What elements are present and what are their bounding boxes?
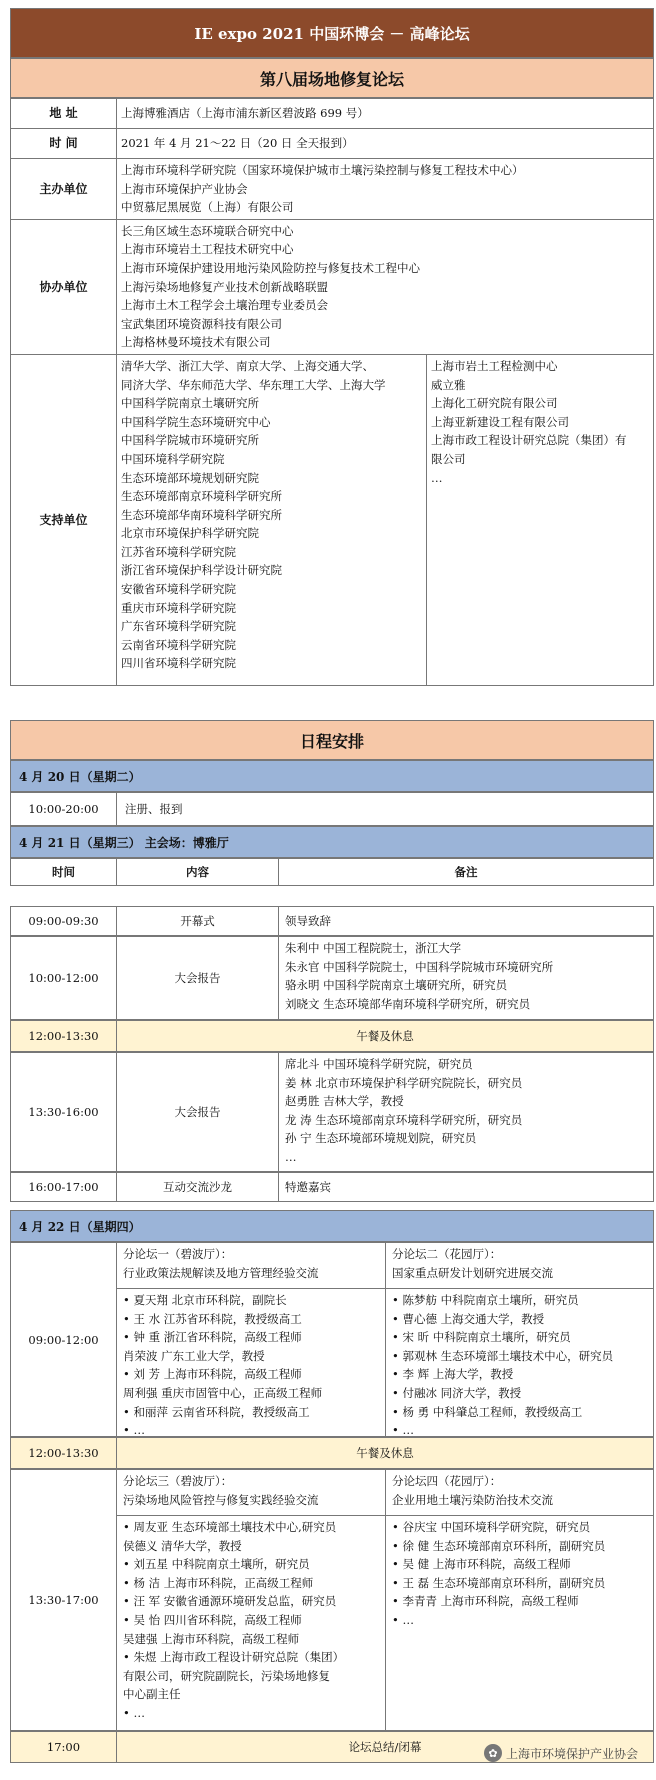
session-titles: [117, 1470, 653, 1516]
list-item: 有限公司，研究院副院长，污染场地修复: [123, 1668, 330, 1683]
list-item: 肖荣波 广东工业大学，教授: [123, 1348, 265, 1363]
list-item: • 王 水 江苏省环科院，教授级高工: [123, 1311, 302, 1326]
host-label: 主办单位: [11, 159, 117, 220]
list-item: 上海市政工程设计研究总院（集团）有: [431, 433, 627, 448]
list-item: • 郭观林 生态环境部土壤技术中心，研究员: [392, 1348, 614, 1363]
list-item: 骆永明 中国科学院南京土壤研究所，研究员: [285, 978, 508, 993]
list-item: • 谷庆宝 中国环境科学研究院，研究员: [392, 1520, 591, 1534]
list-item: …: [431, 470, 443, 485]
list-item: • 刘五星 中科院南京土壤所，研究员: [123, 1557, 310, 1572]
list-item: • 徐 健 生态环境部南京环科所，副研究员: [392, 1538, 606, 1553]
list-item: 上海市环境岩土工程技术研究中心: [121, 242, 294, 257]
list-item: 朱利中 中国工程院院士，浙江大学: [285, 941, 462, 955]
list-item: • 付融冰 同济大学，教授: [392, 1385, 522, 1400]
list-item: • …: [392, 1423, 414, 1438]
list-item: • 吴 健 上海市环科院，高级工程师: [392, 1557, 571, 1572]
list-item: • 李 辉 上海大学，教授: [392, 1367, 514, 1382]
list-item: • …: [392, 1612, 414, 1627]
list-item: 中国环境科学研究院: [121, 451, 225, 466]
list-item: 中贸慕尼黑展览（上海）有限公司: [121, 200, 294, 215]
list-item: • 周友亚 生态环境部土壤技术中心,研究员: [123, 1520, 337, 1534]
row-time: 17:00: [11, 1732, 117, 1762]
session-block: [117, 1243, 653, 1436]
table-row: [10, 1052, 654, 1172]
row-note: 特邀嘉宾: [285, 1180, 331, 1194]
list-item: • 王 磊 生态环境部南京环科所，副研究员: [392, 1575, 606, 1590]
row-content: 午餐及休息: [356, 1029, 414, 1043]
session-room: 分论坛三（碧波厅）：: [123, 1474, 233, 1488]
lunch-row: [10, 1437, 654, 1469]
list-item: 周利强 重庆市固管中心，正高级工程师: [123, 1385, 323, 1400]
list-item: 姜 林 北京市环境保护科学研究院院长，研究员: [285, 1075, 523, 1090]
row-time: 09:00-09:30: [11, 907, 117, 935]
day-header: 4 月 21 日（星期三） 主会场：博雅厅: [10, 826, 654, 858]
row-content: 注册、报到: [125, 802, 183, 816]
session-topic: 污染场地风险管控与修复实践经验交流: [123, 1492, 319, 1507]
day-header: 4 月 20 日（星期二）: [10, 760, 654, 792]
row-note: 领导致辞: [285, 914, 331, 928]
list-item: 广东省环境科学研究院: [121, 619, 236, 634]
list-item: • 钟 重 浙江省环科院，高级工程师: [123, 1330, 302, 1345]
col-content-header: 内容: [117, 859, 279, 885]
list-item: 江苏省环境科学研究院: [121, 544, 236, 559]
list-item: • 朱煜 上海市政工程设计研究总院（集团）: [123, 1650, 345, 1665]
list-item: • 刘 芳 上海市环科院，高级工程师: [123, 1367, 302, 1382]
row-time: 10:00-20:00: [11, 793, 117, 825]
row-time: 12:00-13:30: [11, 1021, 117, 1051]
session-room: 分论坛二（花园厅）：: [392, 1247, 502, 1261]
list-item: 中心副主任: [123, 1687, 181, 1702]
list-item: 限公司: [431, 451, 466, 466]
watermark-text: 上海市环境保护产业协会: [505, 1746, 638, 1761]
row-content: 大会报告: [117, 937, 279, 1019]
list-item: 四川省环境科学研究院: [121, 656, 236, 671]
table-row: [10, 1172, 654, 1202]
row-content: 论坛总结/闭幕: [348, 1740, 422, 1754]
list-item: 朱永官 中国科学院院士，中国科学院城市环境研究所: [285, 959, 554, 974]
list-item: 赵勇胜 吉林大学，教授: [285, 1094, 404, 1109]
co-list: [117, 219, 654, 354]
list-item: 上海市岩土工程检测中心: [431, 358, 558, 373]
speaker-list: [386, 1516, 653, 1730]
list-item: 浙江省环境保护科学设计研究院: [121, 563, 282, 578]
session-titles: [117, 1243, 653, 1289]
list-item: 中国科学院城市环境研究所: [121, 433, 259, 448]
list-item: 生态环境部环境规划研究院: [121, 470, 259, 485]
list-item: 孙 宁 生态环境部环境规划院，研究员: [285, 1131, 477, 1146]
lunch-row: [10, 1020, 654, 1052]
session-block: [117, 1470, 653, 1730]
speaker-list: [386, 1289, 653, 1436]
list-item: • 杨 洁 上海市环科院，正高级工程师: [123, 1575, 314, 1590]
col-note-header: 备注: [454, 865, 478, 879]
row-note: [279, 937, 653, 1019]
list-item: 侯德义 清华大学，教授: [123, 1538, 242, 1553]
time-value: 2021 年 4 月 21～22 日（20 日 全天报到）: [117, 129, 654, 159]
list-item: 席北斗 中国环境科学研究院，研究员: [285, 1057, 473, 1071]
row-time: 09:00-12:00: [11, 1243, 117, 1436]
session-room: 分论坛四（花园厅）：: [392, 1474, 502, 1488]
list-item: 北京市环境保护科学研究院: [121, 526, 259, 541]
list-item: 上海市环境保护产业协会: [121, 181, 248, 196]
list-item: 重庆市环境科学研究院: [121, 600, 236, 615]
table-header-row: [10, 858, 654, 886]
list-item: 上海市环境科学研究院（国家环境保护城市土壤污染控制与修复工程技术中心）: [121, 163, 524, 177]
speaker-lists: [117, 1289, 653, 1436]
table-row: [10, 1469, 654, 1731]
list-item: 上海市环境保护建设用地污染风险防控与修复技术工程中心: [121, 260, 420, 275]
table-row: [10, 1242, 654, 1437]
list-item: • 和丽萍 云南省环科院，教授级高工: [123, 1404, 310, 1419]
session-topic: 国家重点研发计划研究进展交流: [392, 1265, 553, 1280]
expo-title: IE expo 2021 中国环博会 － 高峰论坛: [10, 8, 654, 58]
row-content: 互动交流沙龙: [117, 1173, 279, 1201]
session-title: [117, 1243, 386, 1288]
wechat-icon: ✿: [484, 1744, 502, 1762]
list-item: 中国科学院南京土壤研究所: [121, 396, 259, 411]
table-row: [10, 792, 654, 826]
speaker-list: [117, 1289, 386, 1436]
row-note: [279, 1053, 653, 1171]
list-item: 同济大学、华东师范大学、华东理工大学、上海大学: [121, 377, 386, 392]
list-item: 生态环境部南京环境科学研究所: [121, 489, 282, 504]
list-item: 上海亚新建设工程有限公司: [431, 414, 569, 429]
session-title: [117, 1470, 386, 1515]
list-item: 吴建强 上海市环科院，高级工程师: [123, 1631, 300, 1646]
list-item: • 汪 军 安徽省通源环境研发总监，研究员: [123, 1594, 337, 1609]
support-right-list: [427, 355, 653, 685]
list-item: • 夏天翔 北京市环科院，副院长: [123, 1293, 287, 1307]
row-content: 开幕式: [117, 907, 279, 935]
list-item: • 吴 怡 四川省环科院，高级工程师: [123, 1612, 302, 1627]
row-time: 16:00-17:00: [11, 1173, 117, 1201]
list-item: • 杨 勇 中科肇总工程师，教授级高工: [392, 1404, 583, 1419]
list-item: 中国科学院生态环境研究中心: [121, 414, 271, 429]
address-label: 地 址: [11, 99, 117, 129]
list-item: • 李青青 上海市环科院，高级工程师: [392, 1594, 579, 1609]
session-title: [386, 1243, 653, 1288]
list-item: 上海市土木工程学会土壤治理专业委员会: [121, 298, 328, 313]
row-content: 大会报告: [117, 1053, 279, 1171]
row-time: 13:30-17:00: [11, 1470, 117, 1730]
list-item: • 陈梦舫 中科院南京土壤所，研究员: [392, 1293, 579, 1307]
list-item: 龙 涛 生态环境部南京环境科学研究所，研究员: [285, 1112, 523, 1127]
day-header: 4 月 22 日（星期四）: [10, 1210, 654, 1242]
co-label: 协办单位: [11, 219, 117, 354]
session-topic: 企业用地土壤污染防治技术交流: [392, 1492, 553, 1507]
list-item: 安徽省环境科学研究院: [121, 582, 236, 597]
row-content: 午餐及休息: [356, 1446, 414, 1460]
speaker-lists: [117, 1516, 653, 1730]
session-title: [386, 1470, 653, 1515]
col-time-header: 时间: [11, 859, 117, 885]
forum-title: 第八届场地修复论坛: [10, 58, 654, 98]
list-item: • …: [123, 1423, 145, 1438]
schedule-title: 日程安排: [10, 720, 654, 760]
row-time: 13:30-16:00: [11, 1053, 117, 1171]
list-item: • 曹心德 上海交通大学，教授: [392, 1311, 545, 1326]
list-item: 威立雅: [431, 377, 466, 392]
time-label: 时 间: [11, 129, 117, 159]
list-item: • 宋 昕 中科院南京土壤所，研究员: [392, 1330, 571, 1345]
watermark: [484, 1744, 638, 1762]
list-item: • …: [123, 1705, 145, 1720]
list-item: 清华大学、浙江大学、南京大学、上海交通大学、: [121, 358, 374, 373]
support-cell: [117, 354, 654, 685]
support-left-list: [117, 355, 427, 685]
list-item: 上海格林曼环境技术有限公司: [121, 335, 271, 350]
list-item: 刘晓文 生态环境部华南环境科学研究所，研究员: [285, 996, 531, 1011]
session-room: 分论坛一（碧波厅）：: [123, 1247, 233, 1261]
host-list: [117, 159, 654, 220]
table-row: [10, 906, 654, 936]
address-value: 上海博雅酒店（上海市浦东新区碧波路 699 号）: [117, 99, 654, 129]
list-item: 上海化工研究院有限公司: [431, 396, 558, 411]
list-item: 长三角区域生态环境联合研究中心: [121, 223, 294, 238]
row-time: 12:00-13:30: [11, 1438, 117, 1468]
row-time: 10:00-12:00: [11, 937, 117, 1019]
table-row: [10, 936, 654, 1020]
list-item: 宝武集团环境资源科技有限公司: [121, 316, 282, 331]
list-item: 云南省环境科学研究院: [121, 637, 236, 652]
speaker-list: [117, 1516, 386, 1730]
list-item: …: [285, 1149, 297, 1164]
support-label: 支持单位: [11, 354, 117, 685]
list-item: 生态环境部华南环境科学研究所: [121, 507, 282, 522]
session-topic: 行业政策法规解读及地方管理经验交流: [123, 1265, 319, 1280]
info-table: [10, 98, 654, 686]
list-item: 上海污染场地修复产业技术创新战略联盟: [121, 279, 328, 294]
